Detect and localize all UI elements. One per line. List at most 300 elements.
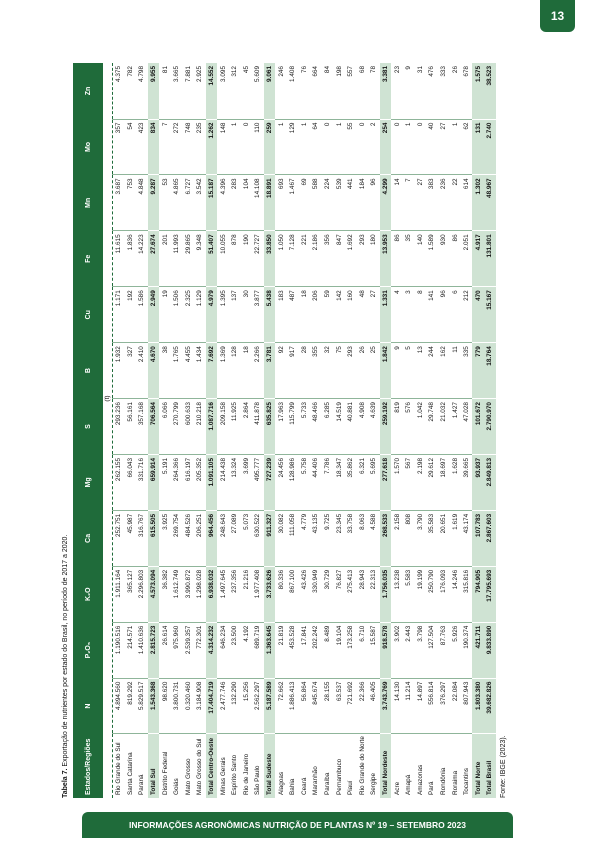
value-cell: 7.128 xyxy=(287,231,299,287)
value-cell: 293.236 xyxy=(113,399,125,455)
value-cell: 487 xyxy=(287,287,299,343)
column-header: Cu xyxy=(73,287,103,343)
total-row xyxy=(380,63,392,798)
value-cell: 2.266 xyxy=(252,343,264,399)
value-cell: 264.366 xyxy=(171,454,183,510)
column-header: N xyxy=(73,678,103,734)
region-name-cell: Ceará xyxy=(300,777,308,795)
value-cell: 495.777 xyxy=(252,454,264,510)
table-row xyxy=(333,63,345,798)
region-name-cell: Espírito Santo xyxy=(231,754,239,795)
value-cell: 128 xyxy=(229,343,241,399)
table-row xyxy=(159,63,171,798)
value-cell: 9.955 xyxy=(148,63,160,119)
value-cell: 107.783 xyxy=(472,510,484,566)
value-cell: 21.032 xyxy=(438,399,450,455)
value-cell: 205.352 xyxy=(194,454,206,510)
value-cell: 148 xyxy=(217,119,229,175)
value-cell: 421.711 xyxy=(472,622,484,678)
value-cell: 115.799 xyxy=(287,399,299,455)
value-cell: 0 xyxy=(414,119,426,175)
value-cell: 4.865 xyxy=(171,175,183,231)
value-cell: 55 xyxy=(345,119,357,175)
value-cell: 283 xyxy=(229,175,241,231)
value-cell: 4 xyxy=(391,287,403,343)
table-row xyxy=(113,63,125,798)
value-cell: 845.674 xyxy=(310,678,322,734)
value-cell: 356 xyxy=(322,231,334,287)
value-cell: 3.902 xyxy=(391,622,403,678)
value-cell: 327 xyxy=(125,343,137,399)
table-row xyxy=(391,63,403,798)
value-cell: 5.695 xyxy=(368,454,380,510)
value-cell: 330.949 xyxy=(310,566,322,622)
value-cell: 819 xyxy=(391,399,403,455)
table-row xyxy=(171,63,183,798)
region-name-cell: Distrito Federal xyxy=(161,751,169,795)
value-cell: 14.130 xyxy=(391,678,403,734)
value-cell: 270.799 xyxy=(171,399,183,455)
value-cell: 14.552 xyxy=(206,63,218,119)
value-cell: 1.262 xyxy=(206,119,218,175)
value-cell: 484.526 xyxy=(183,510,195,566)
value-cell: 9 xyxy=(403,63,415,119)
value-cell: 68 xyxy=(356,63,368,119)
value-cell: 28.943 xyxy=(356,566,368,622)
region-name-cell: Bahia xyxy=(289,778,297,795)
value-cell: 22.313 xyxy=(368,566,380,622)
value-cell: 0.320.460 xyxy=(183,678,195,734)
value-cell: 4.192 xyxy=(241,622,253,678)
value-cell: 111.058 xyxy=(287,510,299,566)
value-cell: 357.168 xyxy=(136,399,148,455)
value-cell: 4.588 xyxy=(368,510,380,566)
value-cell: 38 xyxy=(159,343,171,399)
value-cell: 96 xyxy=(438,287,450,343)
rotated-table-region xyxy=(59,63,539,798)
caption-text: Exportação de nutrientes por estado do Brasil, no período de 2017 a 2020. xyxy=(62,534,69,769)
value-cell: 17.404.719 xyxy=(206,678,218,734)
value-cell: 190 xyxy=(241,231,253,287)
value-cell: 453.528 xyxy=(287,622,299,678)
value-cell: 2.296.803 xyxy=(136,566,148,622)
region-name-cell: Mato Grosso xyxy=(184,758,192,795)
value-cell: 173.258 xyxy=(345,622,357,678)
value-cell: 7.692 xyxy=(206,343,218,399)
value-cell: 272 xyxy=(171,119,183,175)
value-cell: 5.073 xyxy=(241,510,253,566)
value-cell: 411.878 xyxy=(252,399,264,455)
value-cell: 131 xyxy=(472,119,484,175)
region-name-cell: Total Sul xyxy=(148,734,160,798)
value-cell: 3.699 xyxy=(241,454,253,510)
value-cell: 15.256 xyxy=(241,678,253,734)
table-row xyxy=(426,63,438,798)
value-cell: 81 xyxy=(159,63,171,119)
value-cell: 15.587 xyxy=(368,622,380,678)
value-cell: 1.612.749 xyxy=(171,566,183,622)
table-row xyxy=(368,63,380,798)
value-cell: 17.841 xyxy=(299,622,311,678)
column-header: Zn xyxy=(73,63,103,119)
value-cell: 293 xyxy=(356,231,368,287)
value-cell: 807.943 xyxy=(461,678,473,734)
value-cell: 4.375 xyxy=(113,63,125,119)
value-cell: 4.573.094 xyxy=(148,566,160,622)
value-cell: 2.539.357 xyxy=(183,622,195,678)
value-cell: 1.497.645 xyxy=(217,566,229,622)
value-cell: 160 xyxy=(345,287,357,343)
value-cell: 53 xyxy=(159,175,171,231)
value-cell: 0 xyxy=(356,119,368,175)
value-cell: 78 xyxy=(368,63,380,119)
value-cell: 29.612 xyxy=(426,454,438,510)
value-cell: 137 xyxy=(229,287,241,343)
page-number: 13 xyxy=(540,0,575,32)
value-cell: 21.216 xyxy=(241,566,253,622)
region-name-cell: Piauí xyxy=(347,780,355,795)
value-cell: 5.733 xyxy=(299,399,311,455)
value-cell: 29.865 xyxy=(183,231,195,287)
value-cell: 22.366 xyxy=(356,678,368,734)
value-cell: 38.523 xyxy=(484,63,496,119)
value-cell: 86 xyxy=(449,231,461,287)
value-cell: 4.639 xyxy=(368,399,380,455)
value-cell: 779 xyxy=(472,343,484,399)
region-name-cell: Rio Grande do Norte xyxy=(358,736,366,795)
value-cell: 975.960 xyxy=(171,622,183,678)
table-row xyxy=(414,63,426,798)
value-cell: 1 xyxy=(449,119,461,175)
value-cell: 26 xyxy=(356,343,368,399)
value-cell: 727.239 xyxy=(264,454,276,510)
value-cell: 64 xyxy=(310,119,322,175)
value-cell: 76 xyxy=(299,63,311,119)
column-header: Ca xyxy=(73,510,103,566)
value-cell: 3.790 xyxy=(414,510,426,566)
table-row xyxy=(345,63,357,798)
value-cell: 614 xyxy=(461,175,473,231)
value-cell: 13.324 xyxy=(229,454,241,510)
value-cell: 2.562.297 xyxy=(252,678,264,734)
value-cell: 26 xyxy=(449,63,461,119)
value-cell: 14.246 xyxy=(449,566,461,622)
value-cell: 4.299 xyxy=(380,175,392,231)
value-cell: 43.135 xyxy=(310,510,322,566)
value-cell: 1.410.636 xyxy=(136,622,148,678)
value-cell: 2.477.746 xyxy=(217,678,229,734)
value-cell: 86 xyxy=(391,231,403,287)
value-cell: 19.104 xyxy=(333,622,345,678)
column-header: Estados/Regiões xyxy=(73,734,103,798)
value-cell: 2.325 xyxy=(183,287,195,343)
value-cell: 19.199 xyxy=(414,566,426,622)
value-cell: 630.522 xyxy=(252,510,264,566)
value-cell: 262.155 xyxy=(113,454,125,510)
value-cell: 47.028 xyxy=(461,399,473,455)
value-cell: 1 xyxy=(229,119,241,175)
value-cell: 1.467 xyxy=(287,175,299,231)
value-cell: 13.953 xyxy=(380,231,392,287)
value-cell: 4.396 xyxy=(217,175,229,231)
value-cell: 8.489 xyxy=(322,622,334,678)
value-cell: 84 xyxy=(322,63,334,119)
region-name-cell: Sergipe xyxy=(370,772,378,795)
value-cell: 2.790.970 xyxy=(484,399,496,455)
value-cell: 9.833.890 xyxy=(484,622,496,678)
value-cell: 30.729 xyxy=(322,566,334,622)
value-cell: 76.827 xyxy=(333,566,345,622)
region-name-cell: Rio de Janeiro xyxy=(242,753,250,795)
value-cell: 1.842 xyxy=(380,343,392,399)
region-name-cell: Roraima xyxy=(451,770,459,795)
value-cell: 190.374 xyxy=(461,622,473,678)
value-cell: 2 xyxy=(368,119,380,175)
value-cell: 1.298.028 xyxy=(194,566,206,622)
value-cell: 9.725 xyxy=(322,510,334,566)
value-cell: 259.192 xyxy=(380,399,392,455)
value-cell: 3.542 xyxy=(194,175,206,231)
value-cell: 1.911.164 xyxy=(113,566,125,622)
value-cell: 18.764 xyxy=(484,343,496,399)
value-cell: 1 xyxy=(299,119,311,175)
value-cell: 689.719 xyxy=(252,622,264,678)
value-cell: 13 xyxy=(414,343,426,399)
value-cell: 11.925 xyxy=(229,399,241,455)
value-cell: 246 xyxy=(275,63,287,119)
value-cell: 48 xyxy=(356,287,368,343)
value-cell: 365.127 xyxy=(125,566,137,622)
value-cell: 101.672 xyxy=(472,399,484,455)
region-name-cell: Acre xyxy=(393,781,401,795)
value-cell: 867.100 xyxy=(287,566,299,622)
value-cell: 22 xyxy=(449,175,461,231)
unit-row xyxy=(103,63,113,798)
value-cell: 470 xyxy=(472,287,484,343)
value-cell: 26.614 xyxy=(159,622,171,678)
table-row xyxy=(125,63,137,798)
value-cell: 209.158 xyxy=(217,399,229,455)
value-cell: 248.643 xyxy=(217,510,229,566)
value-cell: 1.129 xyxy=(194,287,206,343)
value-cell: 250.790 xyxy=(426,566,438,622)
value-cell: 1.395 xyxy=(217,287,229,343)
value-cell: 176.093 xyxy=(438,566,450,622)
value-cell: 8.063 xyxy=(356,510,368,566)
region-name-cell: Pará xyxy=(428,781,436,795)
value-cell: 183 xyxy=(275,287,287,343)
value-cell: 39.665 xyxy=(461,454,473,510)
region-name-cell: Total Nordeste xyxy=(380,734,392,798)
value-cell: 693 xyxy=(275,175,287,231)
value-cell: 1.589 xyxy=(426,231,438,287)
value-cell: 9.348 xyxy=(194,231,206,287)
value-cell: 819.292 xyxy=(125,678,137,734)
total-row xyxy=(484,63,496,798)
value-cell: 3.733.626 xyxy=(264,566,276,622)
value-cell: 0 xyxy=(322,119,334,175)
column-header: Fe xyxy=(73,231,103,287)
value-cell: 772.301 xyxy=(194,622,206,678)
value-cell: 333 xyxy=(438,63,450,119)
value-cell: 2.864 xyxy=(241,399,253,455)
value-cell: 1.756.035 xyxy=(380,566,392,622)
value-cell: 268.533 xyxy=(380,510,392,566)
region-name-cell: Alagoas xyxy=(277,771,285,795)
region-name-cell: Paraíba xyxy=(323,772,331,795)
value-cell: 4.779 xyxy=(299,510,311,566)
table-row xyxy=(241,63,253,798)
value-cell: 2.867.603 xyxy=(484,510,496,566)
value-cell: 2.925 xyxy=(194,63,206,119)
value-cell: 14.108 xyxy=(252,175,264,231)
value-cell: 15.187 xyxy=(206,175,218,231)
value-cell: 110 xyxy=(252,119,264,175)
value-cell: 5.926 xyxy=(449,622,461,678)
value-cell: 1.886.413 xyxy=(287,678,299,734)
value-cell: 964.456 xyxy=(206,510,218,566)
value-cell: 6.727 xyxy=(183,175,195,231)
value-cell: 40 xyxy=(426,119,438,175)
value-cell: 212 xyxy=(461,287,473,343)
value-cell: 706.564 xyxy=(148,399,160,455)
value-cell: 1 xyxy=(403,119,415,175)
table-row xyxy=(217,63,229,798)
table-row xyxy=(310,63,322,798)
value-cell: 834 xyxy=(148,119,160,175)
value-cell: 7.786 xyxy=(322,454,334,510)
value-cell: 376.297 xyxy=(438,678,450,734)
value-cell: 31 xyxy=(414,63,426,119)
value-cell: 39.682.826 xyxy=(484,678,496,734)
value-cell: 794.905 xyxy=(472,566,484,622)
value-cell: 2.740 xyxy=(484,119,496,175)
value-cell: 1.050 xyxy=(275,231,287,287)
value-cell: 6 xyxy=(449,287,461,343)
value-cell: 48.967 xyxy=(484,175,496,231)
region-name-cell: Mato Grosso do Sul xyxy=(196,738,204,795)
value-cell: 14.897 xyxy=(414,678,426,734)
footer-banner: INFORMAÇÕES AGRONÔMICAS NUTRIÇÃO DE PLANTAS Nº 19 – SETEMBRO 2023 xyxy=(82,812,513,838)
value-cell: 6.710 xyxy=(356,622,368,678)
table-row xyxy=(356,63,368,798)
value-cell: 224 xyxy=(322,175,334,231)
total-row xyxy=(472,63,484,798)
region-name-cell: Santa Catarina xyxy=(126,752,134,795)
value-cell: 9.287 xyxy=(148,175,160,231)
value-cell: 5.583 xyxy=(403,566,415,622)
region-name-cell: Amazonas xyxy=(416,764,424,795)
value-cell: 11.615 xyxy=(113,231,125,287)
column-header: P₂O₅ xyxy=(73,622,103,678)
value-cell: 30.082 xyxy=(275,510,287,566)
value-cell: 3.800.731 xyxy=(171,678,183,734)
value-cell: 600.633 xyxy=(183,399,195,455)
region-name-cell: Rio Grande do Sul xyxy=(115,742,123,795)
value-cell: 92 xyxy=(275,343,287,399)
value-cell: 18 xyxy=(299,287,311,343)
value-cell: 659.914 xyxy=(148,454,160,510)
value-cell: 93.937 xyxy=(472,454,484,510)
value-cell: 930 xyxy=(438,231,450,287)
value-cell: 6.938.032 xyxy=(206,566,218,622)
value-cell: 1.190.516 xyxy=(113,622,125,678)
table-row xyxy=(461,63,473,798)
value-cell: 1.091.105 xyxy=(206,454,218,510)
value-cell: 14.223 xyxy=(136,231,148,287)
region-name-cell: Rondônia xyxy=(439,767,447,795)
region-name-cell: Total Brasil xyxy=(484,734,496,798)
value-cell: 5.758 xyxy=(299,454,311,510)
value-cell: 11.214 xyxy=(403,678,415,734)
value-cell: 3.665 xyxy=(171,63,183,119)
value-cell: 917 xyxy=(287,343,299,399)
value-cell: 129 xyxy=(287,119,299,175)
value-cell: 21.819 xyxy=(275,622,287,678)
value-cell: 63.537 xyxy=(333,678,345,734)
table-row xyxy=(299,63,311,798)
nutrient-export-table xyxy=(73,63,496,798)
value-cell: 221 xyxy=(299,231,311,287)
value-cell: 259 xyxy=(264,119,276,175)
value-cell: 2.158 xyxy=(391,510,403,566)
value-cell: 51.407 xyxy=(206,231,218,287)
value-cell: 35.583 xyxy=(426,510,438,566)
value-cell: 1.765 xyxy=(171,343,183,399)
value-cell: 237.356 xyxy=(229,566,241,622)
value-cell: 2.186 xyxy=(310,231,322,287)
value-cell: 847 xyxy=(333,231,345,287)
value-cell: 3.184.908 xyxy=(194,678,206,734)
value-cell: 132.290 xyxy=(229,678,241,734)
value-cell: 69 xyxy=(299,175,311,231)
value-cell: 3.925 xyxy=(159,510,171,566)
value-cell: 35.862 xyxy=(345,454,357,510)
value-cell: 335 xyxy=(461,343,473,399)
value-cell: 4.670 xyxy=(148,343,160,399)
value-cell: 214.571 xyxy=(125,622,137,678)
value-cell: 2.198 xyxy=(414,454,426,510)
value-cell: 141 xyxy=(426,287,438,343)
value-cell: 1.331 xyxy=(380,287,392,343)
value-cell: 201 xyxy=(159,231,171,287)
value-cell: 43.426 xyxy=(299,566,311,622)
value-cell: 3.877 xyxy=(252,287,264,343)
value-cell: 1.692 xyxy=(345,231,357,287)
value-cell: 664 xyxy=(310,63,322,119)
value-cell: 918.578 xyxy=(380,622,392,678)
value-cell: 15.167 xyxy=(484,287,496,343)
value-cell: 1.363.645 xyxy=(264,622,276,678)
unit-row-spacer xyxy=(103,734,113,798)
column-header: B xyxy=(73,343,103,399)
value-cell: 254 xyxy=(380,119,392,175)
value-cell: 3.095 xyxy=(217,63,229,119)
value-cell: 28.155 xyxy=(322,678,334,734)
region-name-cell: Paraná xyxy=(138,774,146,795)
value-cell: 1.408 xyxy=(287,63,299,119)
value-cell: 315.816 xyxy=(461,566,473,622)
value-cell: 72.662 xyxy=(275,678,287,734)
value-cell: 13.238 xyxy=(391,566,403,622)
value-cell: 557 xyxy=(345,63,357,119)
table-row xyxy=(194,63,206,798)
value-cell: 556.814 xyxy=(426,678,438,734)
value-cell: 28 xyxy=(299,343,311,399)
value-cell: 5.438 xyxy=(264,287,276,343)
value-cell: 14 xyxy=(391,175,403,231)
value-cell: 782 xyxy=(125,63,137,119)
